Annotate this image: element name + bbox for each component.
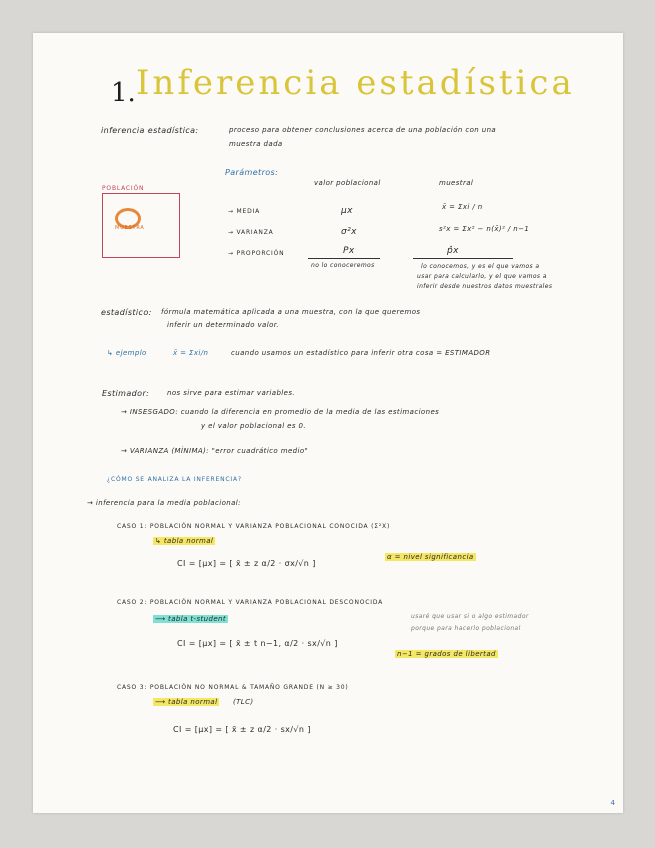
- row-media-pob: μx: [341, 206, 353, 216]
- insesgado-line-2: y el valor poblacional es 0.: [201, 422, 307, 430]
- ejemplo-formula: x̄ = Σxi/n: [173, 349, 209, 357]
- insesgado-line-1: → INSESGADO: cuando la diferencia en promedio de la media de las estimaciones: [121, 408, 440, 416]
- col-muestral: muestral: [439, 179, 474, 187]
- row-varianza-label: → VARIANZA: [228, 229, 274, 236]
- estimador-text: nos sirve para estimar variables.: [167, 389, 296, 397]
- row-proporcion-pob: Px: [343, 246, 355, 256]
- estadistico-line-2: inferir un determinado valor.: [167, 321, 280, 329]
- poblacion-label: POBLACIÓN: [102, 185, 145, 192]
- conocemos-note-3: inferir desde nuestros datos muestrales: [417, 283, 553, 290]
- row-proporcion-mue: p̂x: [447, 246, 459, 256]
- conocemos-note-2: usar para calcularlo, y el que vamos a: [417, 273, 547, 280]
- conocemos-note-1: lo conocemos, y es el que vamos a: [421, 263, 540, 270]
- title-number: 1.: [111, 78, 136, 108]
- definition-line-2: muestra dada: [229, 140, 283, 148]
- caso-2-title: CASO 2: POBLACIÓN NORMAL Y VARIANZA POBLACIONAL DESCONOCIDA: [117, 599, 384, 606]
- row-media-mue: x̄ = Σxi / n: [442, 203, 483, 211]
- underline-mue: [413, 258, 513, 259]
- varianza-minima: → VARIANZA (MÍNIMA): "error cuadrático medio": [121, 447, 309, 455]
- caso-2-tabla: ⟶ tabla t-student: [155, 615, 227, 623]
- estimador-label: Estimador:: [102, 389, 150, 398]
- caso-3-title: CASO 3: POBLACIÓN NO NORMAL & TAMAÑO GRANDE (N ≥ 30): [117, 684, 349, 691]
- definition-label: inferencia estadística:: [101, 126, 199, 135]
- row-varianza-pob: σ²x: [341, 227, 357, 237]
- page-title: Inferencia estadística: [136, 63, 575, 103]
- definition-line-1: proceso para obtener conclusiones acerca de una población con una: [229, 126, 497, 134]
- caso-2-formula: CI = [μx] = [ x̄ ± t n−1, α/2 · sx/√n ]: [177, 639, 338, 648]
- ejemplo-label: ↳ ejemplo: [107, 349, 147, 357]
- estadistico-label: estadístico:: [101, 308, 152, 317]
- no-conocemos-note: no lo conoceremos: [311, 262, 375, 269]
- caso-3-tlc: (TLC): [233, 698, 254, 706]
- col-poblacional: valor poblacional: [314, 179, 381, 187]
- caso-2-side-1: usaré que usar si o algo estimador: [411, 613, 529, 620]
- page-number: 4: [610, 799, 615, 807]
- row-media-label: → MEDIA: [228, 208, 260, 215]
- estadistico-line-1: fórmula matemática aplicada a una muestra, con la que queremos: [161, 308, 421, 316]
- caso-2-note: n−1 = grados de libertad: [397, 650, 496, 658]
- notebook-page: [33, 33, 623, 813]
- parametros-heading: Parámetros:: [225, 168, 279, 177]
- ejemplo-text: cuando usamos un estadístico para inferir otra cosa = ESTIMADOR: [231, 349, 491, 357]
- como-heading: ¿CÓMO SE ANALIZA LA INFERENCIA?: [107, 476, 242, 483]
- caso-1-title: CASO 1: POBLACIÓN NORMAL Y VARIANZA POBLACIONAL CONOCIDA (Σ²X): [117, 523, 391, 530]
- caso-3-tabla: ⟶ tabla normal: [155, 698, 218, 706]
- muestra-label: MUESTRA: [115, 225, 145, 231]
- caso-1-tabla: ↳ tabla normal: [155, 537, 214, 545]
- inferencia-media: → inferencia para la media poblacional:: [87, 499, 241, 507]
- row-proporcion-label: → PROPORCIÓN: [228, 250, 285, 257]
- row-varianza-mue: s²x = Σx² − n(x̄)² / n−1: [439, 225, 530, 233]
- caso-2-side-2: porque para hacerlo poblacional: [411, 625, 521, 632]
- caso-1-formula: CI = [μx] = [ x̄ ± z α/2 · σx/√n ]: [177, 559, 316, 568]
- underline-pob: [308, 258, 380, 259]
- caso-1-note: α = nivel significancia: [387, 553, 474, 561]
- caso-3-formula: CI = [μx] = [ x̄ ± z α/2 · sx/√n ]: [173, 725, 311, 734]
